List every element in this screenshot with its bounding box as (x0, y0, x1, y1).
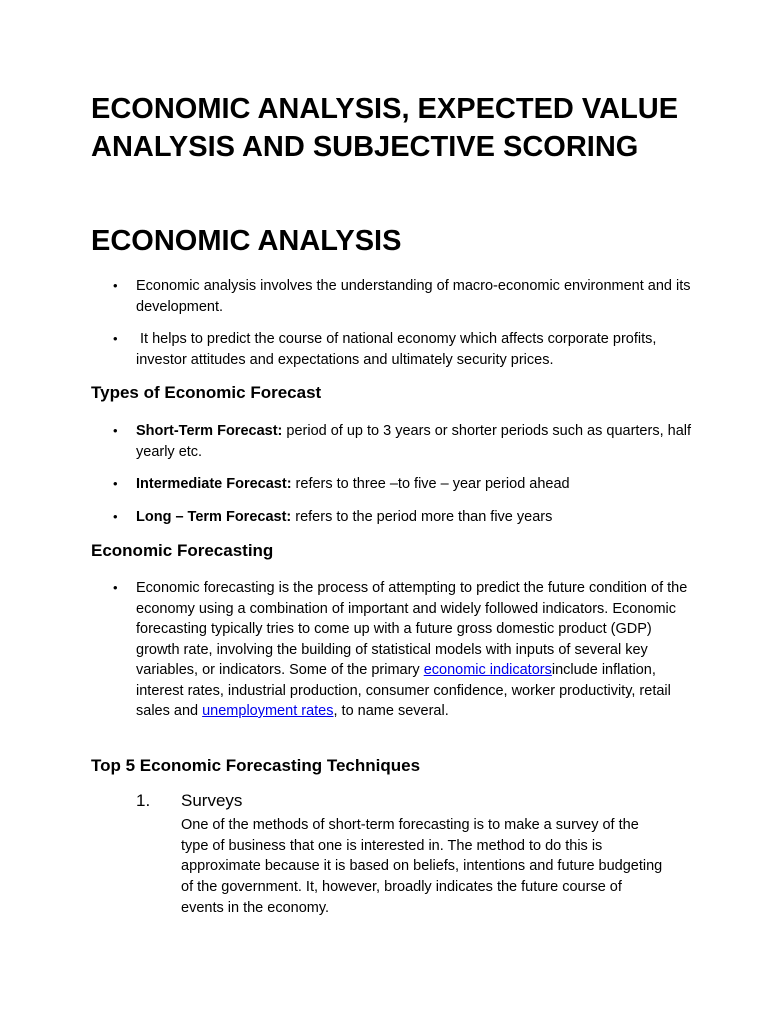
forecasting-heading: Economic Forecasting (91, 541, 274, 560)
bullet-icon: • (113, 331, 118, 346)
technique-title: Surveys (181, 791, 243, 810)
economic-indicators-link[interactable]: economic indicators (423, 662, 552, 678)
list-item (91, 276, 691, 317)
list-item (91, 421, 691, 462)
forecast-term: Long – Term Forecast: (136, 508, 292, 525)
bullet-text: It helps to predict the course of national economy which affects corporate profits, investor attitudes and expectations and ultimately security prices. (136, 331, 661, 368)
forecast-description: refers to three –to five – year period ahead (291, 476, 570, 492)
technique-body: One of the methods of short-term forecasting is to make a survey of the type of business that one is interested in. The method to do this is approximate because it is based on beliefs, intentions and future budgeting of the government. It, however, broadly indicates the future course of events in the economy. (181, 817, 663, 916)
bullet-icon: • (113, 508, 118, 524)
forecast-description: period of up to 3 years or shorter periods such as quarters, half yearly etc. (136, 423, 692, 460)
bullet-icon: • (113, 476, 118, 491)
unemployment-rates-link[interactable]: unemployment rates (202, 703, 334, 719)
types-heading: Types of Economic Forecast (91, 383, 322, 402)
forecast-description: refers to the period more than five years (291, 508, 553, 525)
forecasting-text: Economic forecasting is the process of attempting to predict the future condition of the economy using a combination of important and widely followed indicators. Economic forecasting typically tries to come up with a future gross domestic product (GDP) growth rate, involving the building of statistical models with inputs of several key variables, or indicators. Some of the primary (136, 580, 688, 678)
intro-bullet-list (91, 276, 691, 382)
list-item (91, 474, 691, 495)
bullet-icon: • (113, 278, 118, 293)
forecast-term: Intermediate Forecast: (136, 476, 292, 492)
bullet-icon: • (113, 423, 118, 438)
forecasting-bullet-list (91, 578, 691, 734)
forecasting-text: include inflation, interest rates, industrial production, consumer confidence, worker productivity, retail sales and (136, 662, 671, 719)
list-item (91, 329, 691, 370)
list-item (91, 507, 691, 528)
bullet-icon: • (113, 580, 118, 595)
list-item (91, 578, 691, 722)
types-bullet-list (91, 421, 691, 539)
technique-number: 1. (136, 791, 151, 810)
forecasting-text: , to name several. (333, 703, 449, 719)
bullet-text: Economic analysis involves the understanding of macro-economic environment and its development. (136, 278, 691, 315)
forecast-term: Short-Term Forecast: (136, 423, 283, 439)
document-title: ECONOMIC ANALYSIS, EXPECTED VALUE ANALYSIS AND SUBJECTIVE SCORING (91, 93, 679, 163)
section-heading: ECONOMIC ANALYSIS (91, 225, 402, 257)
techniques-heading: Top 5 Economic Forecasting Techniques (91, 756, 421, 775)
